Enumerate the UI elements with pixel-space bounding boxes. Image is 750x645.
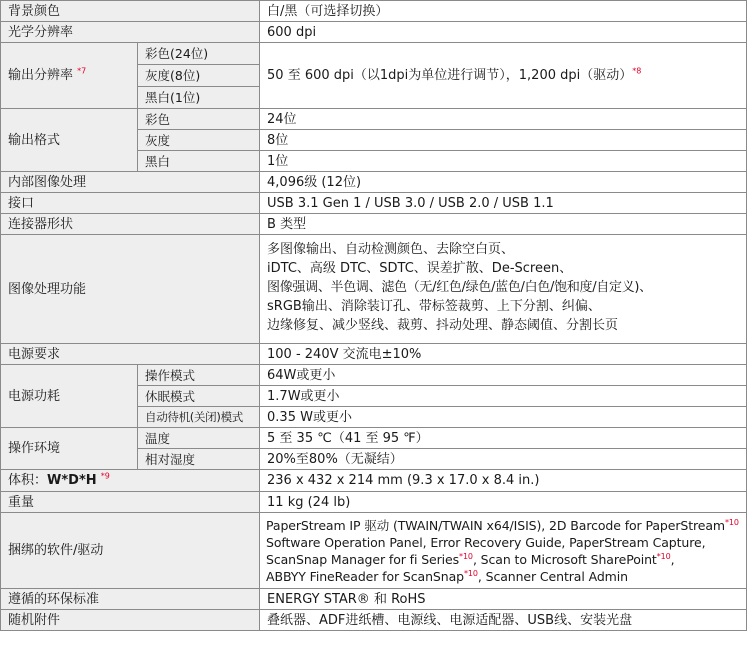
value-temperature: 5 至 35 ℃（41 至 95 ℉） [260,428,747,449]
sub-label-operating-mode: 操作模式 [138,365,260,386]
software-line: ABBYY FineReader for ScanSnap$^{*10}$, Scanner Central Admin [266,568,628,584]
label-eco-standards: 遵循的环保标准 [1,589,260,610]
sub-label-gray: 灰度 [138,130,260,151]
value-optical-resolution: 600 dpi [260,22,747,43]
row-weight [1,492,747,513]
value-software [260,513,747,589]
footnote-marker: *7 [77,66,87,76]
label-image-functions: 图像处理功能 [1,235,260,344]
function-line: 多图像输出、自动检测颜色、去除空白页、 [267,242,515,257]
sub-label-sleep-mode: 休眠模式 [138,386,260,407]
sub-label-bw: 黑白 [138,151,260,172]
function-line: 边缘修复、减少竖线、裁剪、抖动处理、静态阈值、分割长页 [267,318,619,333]
value-output-resolution: 50 至 600 dpi（以1dpi为单位进行调节），1,200 dpi（驱动）$^{*8}$ [260,43,747,109]
value-bw-bits: 1位 [260,151,747,172]
value-dimensions: 236 x 432 x 214 mm (9.3 x 17.0 x 8.4 in.) [260,470,747,492]
function-line: 图像强调、半色调、滤色（无/红色/绿色/蓝色/白色/饱和度/自定义)、 [267,280,652,295]
label-environment: 操作环境 [1,428,138,470]
value-auto-standby: 0.35 W或更小 [260,407,747,428]
row-accessories [1,610,747,631]
sub-label-color: 彩色 [138,109,260,130]
row-eco-standards [1,589,747,610]
function-line: iDTC、高级 DTC、SDTC、误差扩散、De-Screen、 [267,261,573,276]
footnote-marker: *10 [656,551,671,561]
sub-label-auto-standby: 自动待机(关闭)模式 [138,407,260,428]
footnote-marker: *10 [459,551,473,561]
label-software: 捆绑的软件/驱动 [1,513,260,589]
footnote-marker: *8 [632,66,642,76]
value-sleep-mode: 1.7W或更小 [260,386,747,407]
label-interface: 接口 [1,193,260,214]
value-power-requirements: 100 - 240V 交流电±10% [260,344,747,365]
value-accessories: 叠纸器、ADF进纸槽、电源线、电源适配器、USB线、安装光盘 [260,610,747,631]
value-image-functions [260,235,747,344]
value-operating-mode: 64W或更小 [260,365,747,386]
row-interface [1,193,747,214]
label-connector: 连接器形状 [1,214,260,235]
footnote-marker: *10 [463,568,478,578]
software-line: Software Operation Panel, Error Recovery Guide, PaperStream Capture, [266,534,706,550]
label-optical-resolution: 光学分辨率 [1,22,260,43]
sub-label-humidity: 相对湿度 [138,449,260,470]
row-output-format [1,109,747,130]
sub-label-bw-1: 黑白(1位) [138,87,260,109]
label-output-resolution: 输出分辨率 $^{*7}$ [1,43,138,109]
label-internal-processing: 内部图像处理 [1,172,260,193]
row-background-color [1,1,747,22]
value-gray-bits: 8位 [260,130,747,151]
row-power-consumption [1,365,747,386]
row-connector [1,214,747,235]
value-background-color: 白/黑（可选择切换） [260,1,747,22]
footnote-marker: *9 [100,471,110,481]
value-interface: USB 3.1 Gen 1 / USB 3.0 / USB 2.0 / USB 1.1 [260,193,747,214]
sub-label-temperature: 温度 [138,428,260,449]
value-humidity: 20%至80%（无凝结） [260,449,747,470]
value-internal-processing: 4,096级 (12位) [260,172,747,193]
row-optical-resolution [1,22,747,43]
value-eco-standards: ENERGY STAR® 和 RoHS [260,589,747,610]
label-output-format: 输出格式 [1,109,138,172]
label-power-consumption: 电源功耗 [1,365,138,428]
row-output-resolution [1,43,747,65]
sub-label-gray-8: 灰度(8位) [138,65,260,87]
row-dimensions [1,470,747,492]
software-line: PaperStream IP 驱动 (TWAIN/TWAIN x64/ISIS), 2D Barcode for PaperStream$^{*10}$ [266,517,739,533]
label-weight: 重量 [1,492,260,513]
value-color-bits: 24位 [260,109,747,130]
row-internal-processing [1,172,747,193]
row-image-functions [1,235,747,344]
label-background-color: 背景颜色 [1,1,260,22]
footnote-marker: *10 [725,517,739,527]
sub-label-color-24: 彩色(24位) [138,43,260,65]
row-software [1,513,747,589]
label-power-requirements: 电源要求 [1,344,260,365]
row-power-requirements [1,344,747,365]
software-line: ScanSnap Manager for fi Series$^{*10}$, Scan to Microsoft SharePoint$^{*10}$, [266,551,675,567]
value-connector: B 类型 [260,214,747,235]
label-dimensions: 体积：W*D*H $^{*9}$ [1,470,260,492]
label-accessories: 随机附件 [1,610,260,631]
value-weight: 11 kg (24 lb) [260,492,747,513]
function-line: sRGB输出、消除装订孔、带标签裁剪、上下分割、纠偏、 [267,299,601,314]
row-environment [1,428,747,449]
